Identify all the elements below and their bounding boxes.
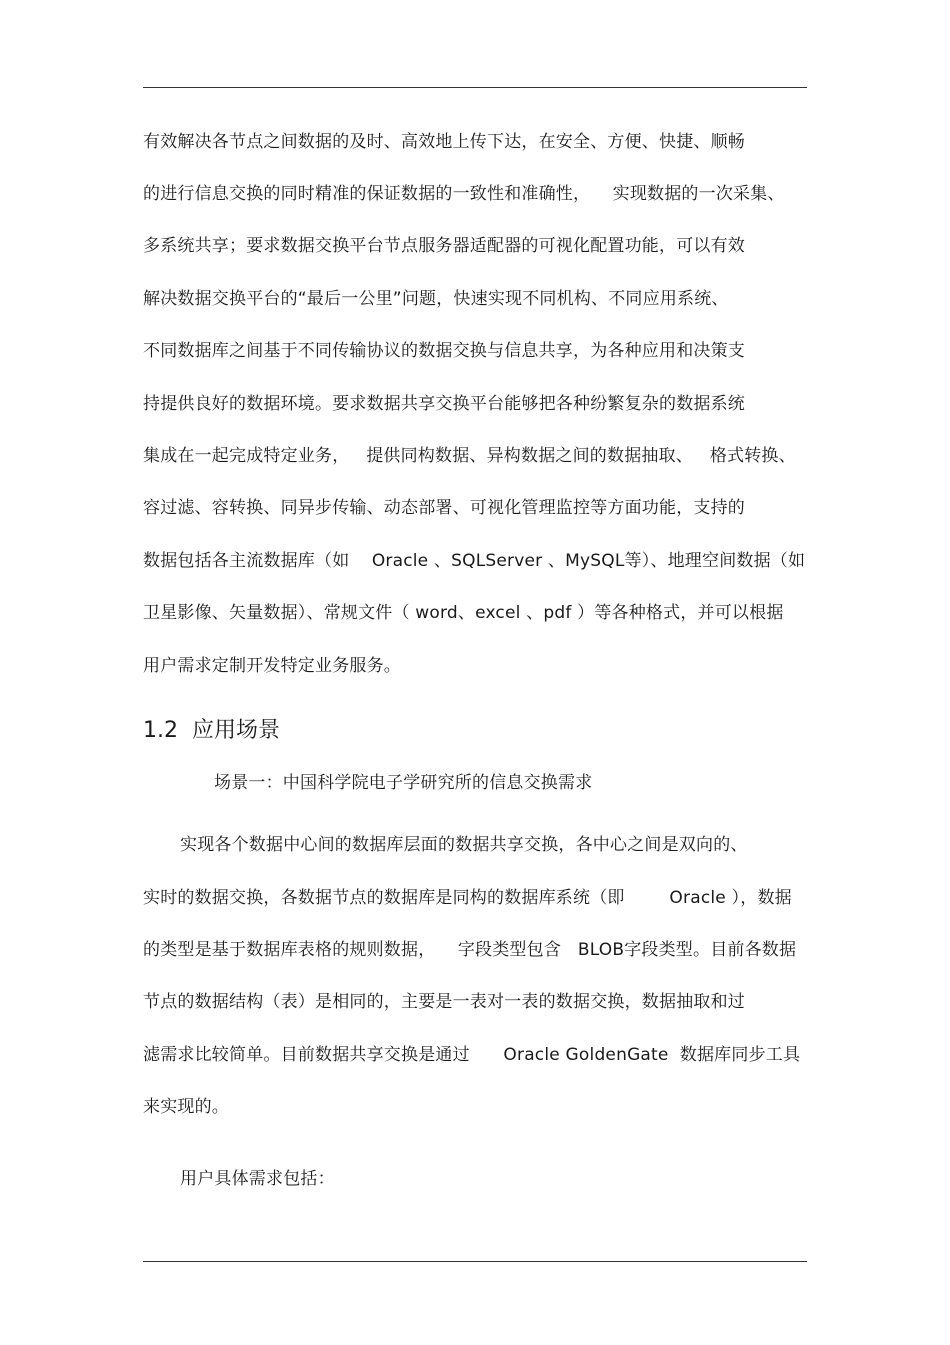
text-line: 滤需求比较简单。目前数据共享交换是通过 Oracle GoldenGate 数据库同步工具: [143, 1045, 801, 1065]
text-line: 解决数据交换平台的“最后一公里”问题，快速实现不同机构、不同应用系统、: [143, 289, 729, 309]
requirements-intro: 用户具体需求包括：: [180, 1169, 335, 1189]
text-line: 集成在一起完成特定业务， 提供同构数据、异构数据之间的数据抽取、 格式转换、: [143, 446, 796, 466]
text-line: 多系统共享；要求数据交换平台节点服务器适配器的可视化配置功能，可以有效: [143, 236, 745, 256]
text-line: 节点的数据结构（表）是相同的，主要是一表对一表的数据交换，数据抽取和过: [143, 992, 745, 1012]
section-heading: 1.2 应用场景: [143, 718, 280, 743]
text-line: 来实现的。: [143, 1097, 229, 1117]
text-line: 持提供良好的数据环境。要求数据共享交换平台能够把各种纷繁复杂的数据系统: [143, 394, 745, 414]
text-line: 卫星影像、矢量数据）、常规文件（ word、excel 、pdf ）等各种格式，并可以根据: [143, 603, 784, 623]
text-line: 的进行信息交换的同时精准的保证数据的一致性和准确性， 实现数据的一次采集、: [143, 184, 785, 204]
text-line: 的类型是基于数据库表格的规则数据， 字段类型包含 BLOB字段类型。目前各数据: [143, 940, 797, 960]
text-line: 用户需求定制开发特定业务服务。: [143, 656, 401, 676]
footer-rule: [143, 1261, 807, 1262]
header-rule: [143, 87, 807, 88]
text-line: 不同数据库之间基于不同传输协议的数据交换与信息共享，为各种应用和决策支: [143, 341, 745, 361]
text-line: 有效解决各节点之间数据的及时、高效地上传下达，在安全、方便、快捷、顺畅: [143, 132, 745, 152]
text-line: 实时的数据交换，各数据节点的数据库是同构的数据库系统（即 Oracle ），数据: [143, 888, 792, 908]
text-line: 数据包括各主流数据库（如 Oracle 、SQLServer 、MySQL等）、地理空间数据（如: [143, 551, 806, 571]
text-line: 容过滤、容转换、同异步传输、动态部署、可视化管理监控等方面功能，支持的: [143, 498, 745, 518]
scenario-title: 场景一：中国科学院电子学研究所的信息交换需求: [214, 773, 593, 793]
text-line: 实现各个数据中心间的数据库层面的数据共享交换，各中心之间是双向的、: [180, 835, 748, 855]
